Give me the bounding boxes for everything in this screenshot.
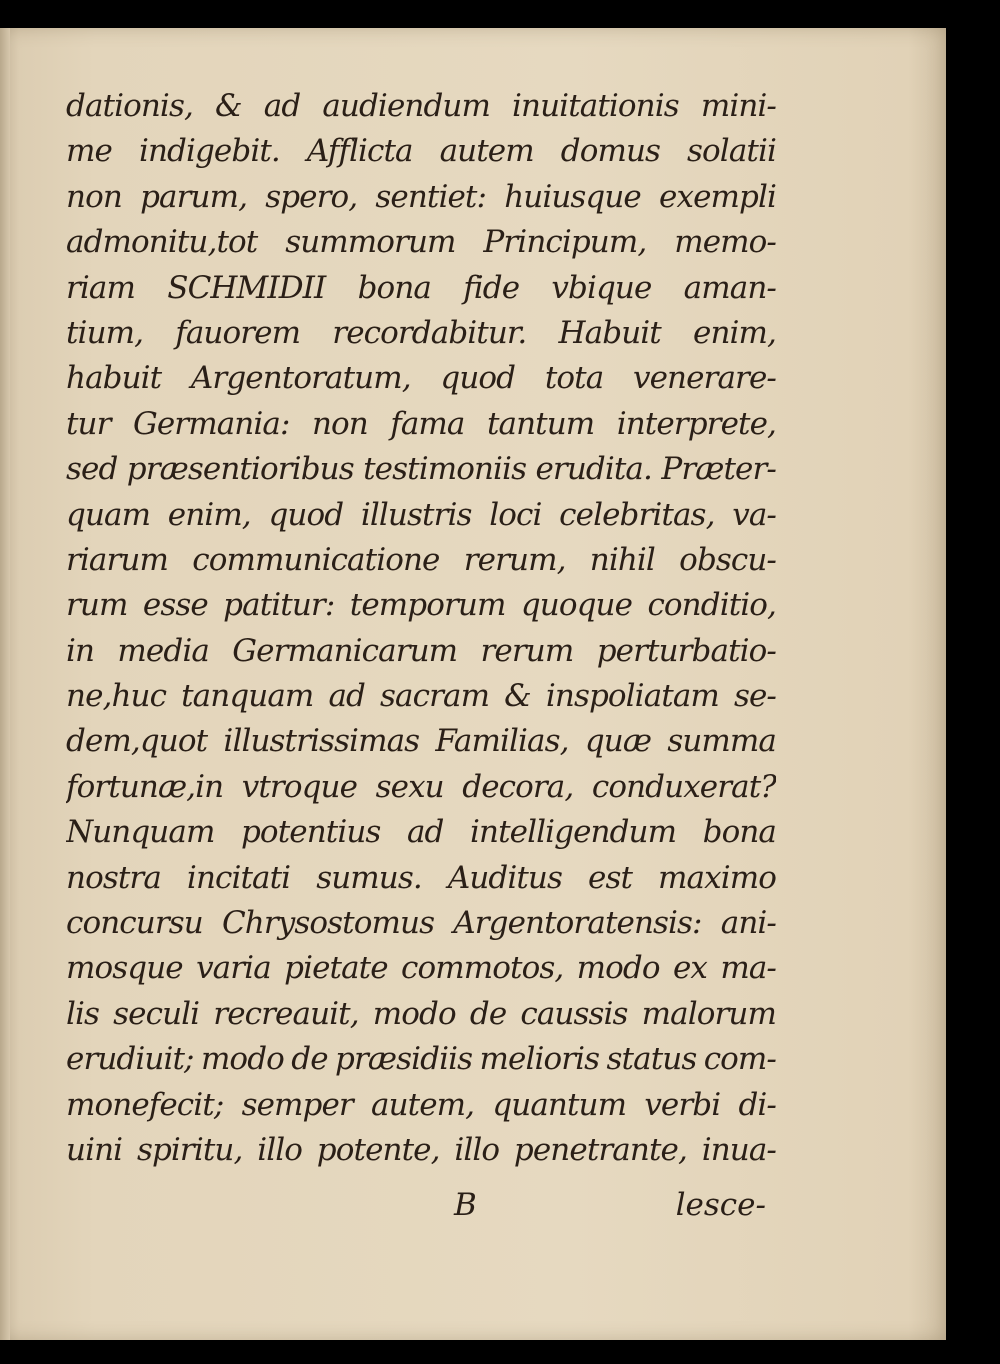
text-line-21: lis seculi recreauit, modo de caussis malorum (66, 995, 776, 1032)
text-line-11: riarum communicatione rerum, nihil obscu- (66, 541, 776, 578)
text-line-10: quam enim, quod illustris loci celebritas, va- (66, 496, 776, 533)
text-line-16: fortunæ,in vtroque sexu decora, conduxerat? (66, 768, 776, 805)
text-line-24: uini spiritu, illo potente, illo penetrante, inua- (66, 1131, 776, 1168)
text-line-20: mosque varia pietate commotos, modo ex ma- (66, 950, 776, 987)
text-line-15: dem,quot illustrissimas Familias, quæ summa (66, 723, 776, 760)
text-line-4: admonitu,tot summorum Principum, memo- (66, 224, 776, 261)
page-footer (66, 1180, 776, 1230)
text-line-3: non parum, spero, sentiet: huiusque exempli (66, 178, 776, 215)
body-text (66, 84, 776, 1173)
text-line-9: sed præsentioribus testimoniis erudita. Præter- (66, 451, 776, 488)
text-line-19: concursu Chrysostomus Argentoratensis: ani- (66, 905, 776, 942)
text-line-18: nostra incitati sumus. Auditus est maximo (66, 859, 776, 896)
signature-mark: B (454, 1187, 477, 1223)
catchword: lesce- (675, 1187, 766, 1223)
page-gutter (0, 28, 10, 1340)
text-line-14: ne,huc tanquam ad sacram & inspoliatam se- (66, 678, 776, 715)
text-line-7: habuit Argentoratum, quod tota venerare- (66, 360, 776, 397)
text-line-23: monefecit; semper autem, quantum verbi di- (66, 1086, 776, 1123)
text-line-5: riam SCHMIDII bona fide vbique aman- (66, 269, 776, 306)
text-line-22: erudiuit; modo de præsidiis melioris status com- (66, 1041, 776, 1078)
text-line-2: me indigebit. Afflicta autem domus solatii (66, 133, 776, 170)
text-line-6: tium, fauorem recordabitur. Habuit enim, (66, 314, 776, 351)
text-line-13: in media Germanicarum rerum perturbatio- (66, 632, 776, 669)
text-line-8: tur Germania: non fama tantum interprete, (66, 405, 776, 442)
text-line-12: rum esse patitur: temporum quoque conditio, (66, 587, 776, 624)
text-line-17: Nunquam potentius ad intelligendum bona (66, 814, 776, 851)
text-line-1: dationis, & ad audiendum inuitationis mini- (66, 88, 776, 124)
